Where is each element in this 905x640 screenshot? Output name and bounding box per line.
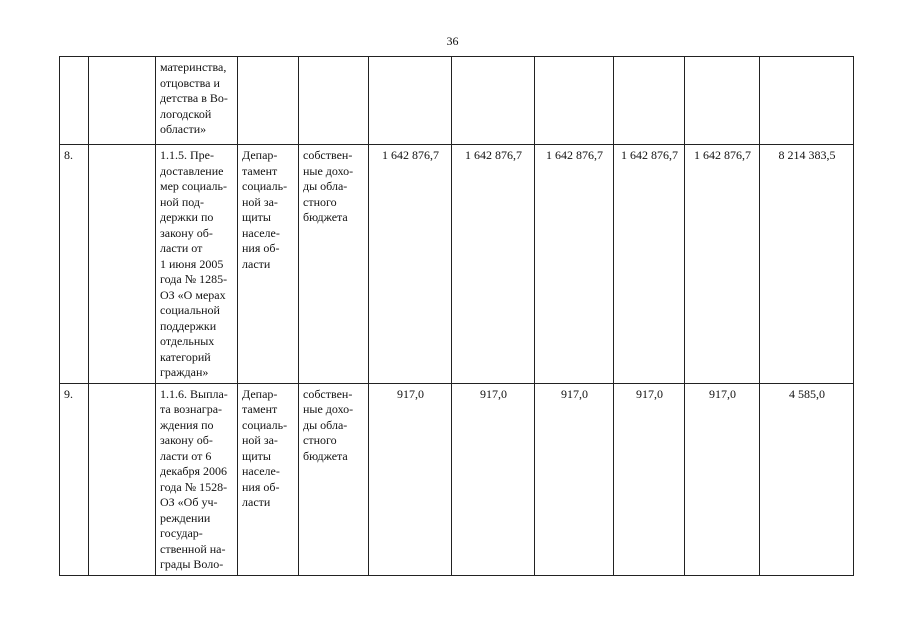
measure-name-cell	[156, 145, 238, 384]
row-number-cell: 8.	[60, 145, 89, 384]
cell-text-line: Депар-	[242, 148, 278, 162]
funding-source-cell	[299, 145, 369, 384]
table-row	[60, 145, 854, 384]
cell-text-line: стного	[303, 194, 337, 209]
cell-text-line: граждан»	[160, 365, 209, 379]
cell-text-line: щиты	[242, 448, 271, 463]
cell-text-line: года № 1528-	[160, 479, 228, 494]
executor-cell	[238, 57, 299, 145]
executor-cell	[238, 145, 299, 384]
cell-text-line: социаль-	[242, 417, 288, 432]
value-cell-year-5	[685, 57, 760, 145]
cell-text-line: социаль-	[242, 179, 288, 193]
cell-text-line: ды обла-	[303, 179, 348, 193]
code-cell	[89, 57, 156, 145]
value-cell-year-2: 1 642 876,7	[452, 145, 535, 384]
value-cell-total: 8 214 383,5	[760, 145, 854, 384]
cell-text-line: закону об-	[160, 225, 213, 240]
cell-text-line: ОЗ «Об уч-	[160, 495, 218, 509]
cell-text-line: ной под-	[160, 194, 205, 209]
cell-text-line: государ-	[160, 526, 203, 540]
cell-text-line: ния об-	[242, 241, 280, 255]
cell-text-line: ласти	[242, 495, 271, 509]
value-cell-year-1: 917,0	[369, 383, 452, 575]
value-cell-year-5: 917,0	[685, 383, 760, 575]
cell-text-line: материнства,	[160, 60, 227, 74]
cell-text-line: грады Воло-	[160, 557, 224, 571]
cell-text-line: поддержки	[160, 318, 217, 333]
cell-text-line: отцовства и	[160, 75, 220, 90]
cell-text-line: детства в Во-	[160, 91, 228, 105]
row-number-cell	[60, 57, 89, 145]
cell-text-line: Депар-	[242, 386, 278, 401]
cell-text-line: та вознагра-	[160, 402, 223, 416]
table-row	[60, 383, 854, 575]
cell-text-line: социальной	[160, 303, 220, 317]
row-number-cell: 9.	[60, 383, 89, 575]
cell-text-line: ния об-	[242, 479, 280, 494]
cell-text-line: ласти от 6	[160, 448, 212, 463]
cell-text-line: бюджета	[303, 210, 348, 224]
value-cell-year-4: 917,0	[614, 383, 685, 575]
cell-text-line: года № 1285-	[160, 272, 228, 286]
value-cell-year-4	[614, 57, 685, 145]
cell-text-line: ной за-	[242, 194, 278, 209]
cell-text-line: закону об-	[160, 433, 213, 447]
value-cell-year-1: 1 642 876,7	[369, 145, 452, 384]
measure-name-cell	[156, 383, 238, 575]
cell-text-line: доставление	[160, 163, 224, 178]
cell-text-line: ные дохо-	[303, 402, 354, 416]
cell-text-line: населе-	[242, 225, 280, 240]
cell-text-line: 1.1.6. Выпла-	[160, 386, 228, 401]
value-cell-year-2	[452, 57, 535, 145]
value-cell-year-3	[535, 57, 614, 145]
value-cell-year-5: 1 642 876,7	[685, 145, 760, 384]
table-body	[60, 57, 854, 576]
value-cell-year-4: 1 642 876,7	[614, 145, 685, 384]
cell-text-line: собствен-	[303, 386, 353, 401]
value-cell-total: 4 585,0	[760, 383, 854, 575]
cell-text-line: 1 июня 2005	[160, 256, 224, 271]
measure-name-cell	[156, 57, 238, 145]
code-cell	[89, 383, 156, 575]
cell-text-line: ные дохо-	[303, 163, 354, 178]
cell-text-line: логодской	[160, 106, 212, 121]
executor-cell	[238, 383, 299, 575]
cell-text-line: ласти от	[160, 241, 203, 255]
funding-source-cell	[299, 57, 369, 145]
cell-text-line: тамент	[242, 402, 278, 416]
cell-text-line: населе-	[242, 464, 280, 478]
cell-text-line: собствен-	[303, 148, 353, 162]
funding-source-cell	[299, 383, 369, 575]
cell-text-line: ОЗ «О мерах	[160, 287, 226, 302]
cell-text-line: 1.1.5. Пре-	[160, 148, 214, 162]
table-row	[60, 57, 854, 145]
code-cell	[89, 145, 156, 384]
cell-text-line: держки по	[160, 210, 214, 224]
value-cell-year-3: 1 642 876,7	[535, 145, 614, 384]
cell-text-line: отдельных	[160, 334, 215, 348]
cell-text-line: ственной на-	[160, 541, 226, 556]
cell-text-line: ждения по	[160, 417, 214, 432]
cell-text-line: ной за-	[242, 433, 278, 447]
cell-text-line: категорий	[160, 349, 211, 364]
cell-text-line: декабря 2006	[160, 464, 228, 478]
cell-text-line: ласти	[242, 256, 271, 271]
cell-text-line: ды обла-	[303, 417, 348, 432]
cell-text-line: области»	[160, 122, 207, 136]
cell-text-line: стного	[303, 433, 337, 447]
cell-text-line: бюджета	[303, 448, 348, 463]
value-cell-total	[760, 57, 854, 145]
cell-text-line: тамент	[242, 163, 278, 178]
cell-text-line: щиты	[242, 210, 271, 224]
value-cell-year-2: 917,0	[452, 383, 535, 575]
value-cell-year-1	[369, 57, 452, 145]
cell-text-line: реждении	[160, 510, 211, 525]
value-cell-year-3: 917,0	[535, 383, 614, 575]
page-number: 36	[446, 34, 459, 48]
budget-table	[59, 56, 854, 576]
cell-text-line: мер социаль-	[160, 179, 227, 193]
